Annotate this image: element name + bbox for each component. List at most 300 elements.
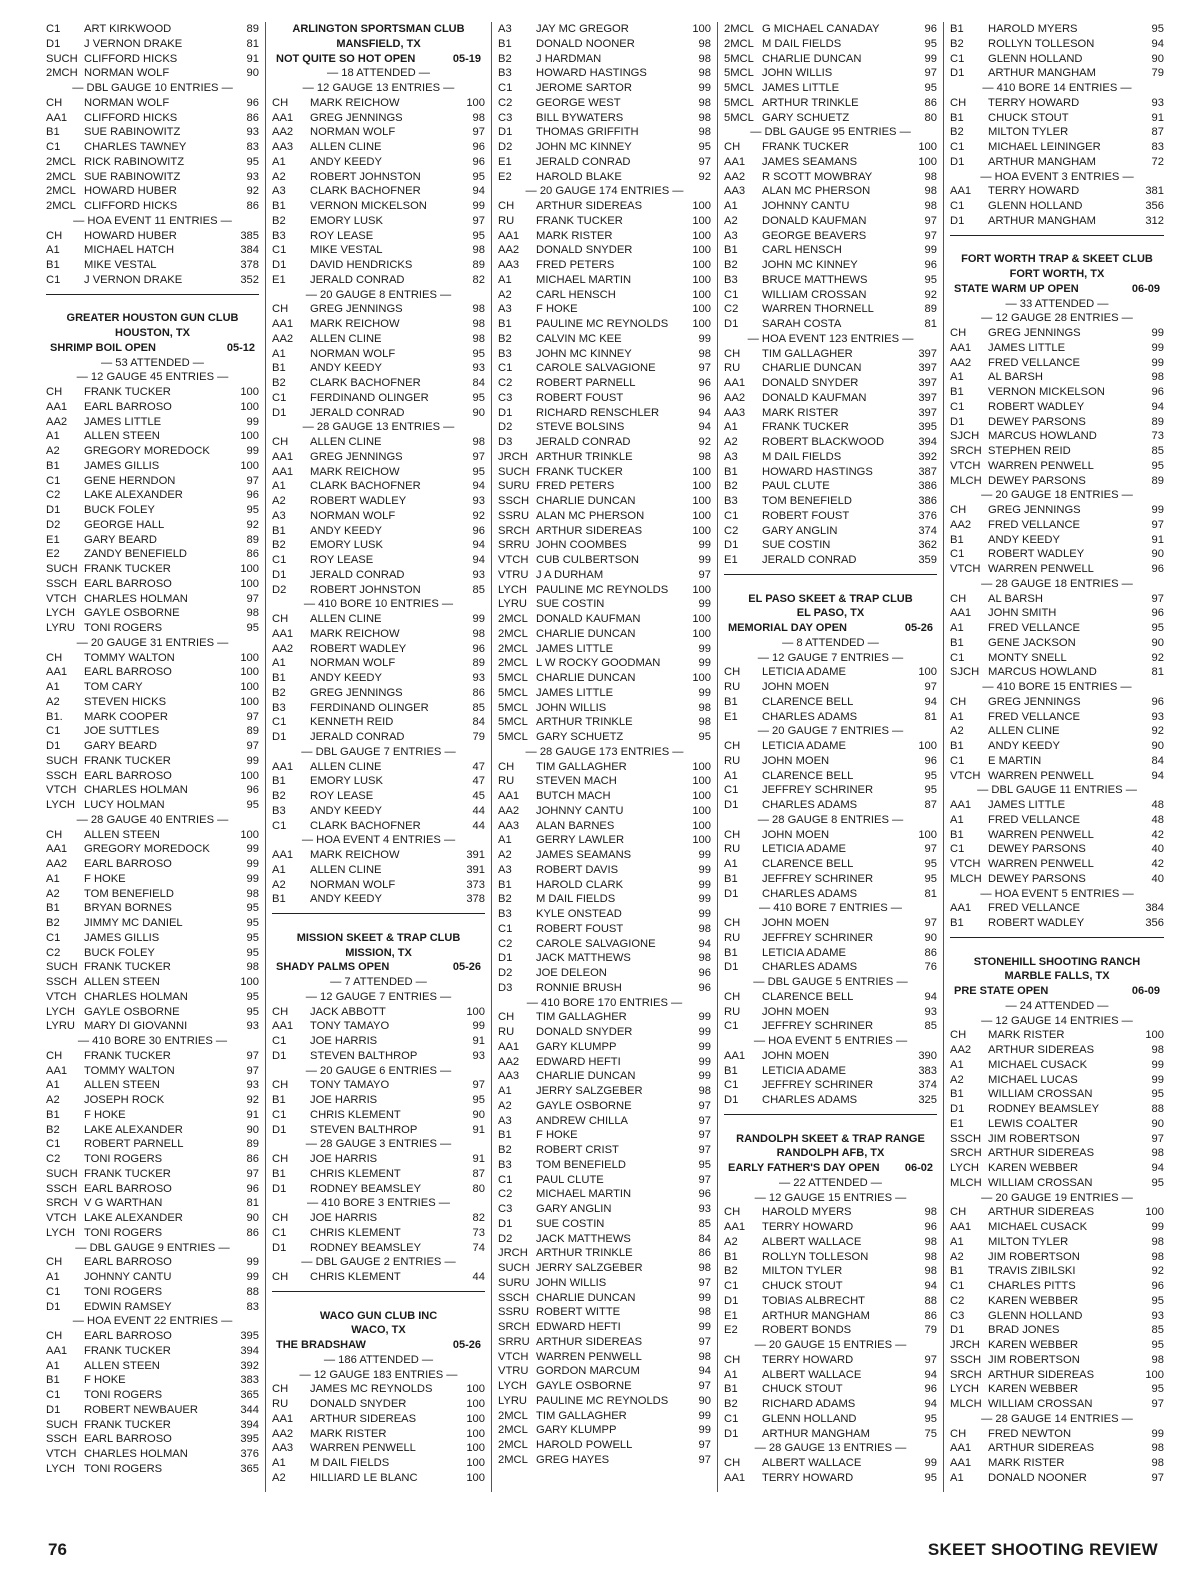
shooter-name: FRANK TUCKER	[536, 465, 623, 478]
class-code: 2MCL	[46, 155, 76, 168]
class-code: B2	[724, 1398, 738, 1410]
shooter-name: JOE SUTTLES	[84, 725, 160, 738]
class-code: CH	[724, 828, 741, 841]
class-code: A2	[950, 725, 964, 738]
score: 93	[472, 362, 485, 375]
result-row	[724, 916, 937, 931]
results-column	[266, 22, 492, 1492]
shooter-name: ALLEN STEEN	[84, 1079, 160, 1092]
class-code: A2	[498, 1099, 512, 1112]
class-code: SSCH	[46, 976, 78, 988]
shooter-name: LEWIS COALTER	[988, 1117, 1078, 1130]
result-row	[272, 538, 485, 553]
event-divider: — 20 GAUGE 19 ENTRIES —	[981, 1191, 1133, 1204]
score: 96	[698, 391, 711, 404]
score: 100	[240, 769, 259, 782]
result-row	[724, 1427, 937, 1442]
class-code: C1	[46, 1389, 61, 1401]
class-code: VTCH	[950, 858, 981, 870]
result-row	[272, 96, 485, 111]
class-code: RU	[498, 214, 515, 227]
class-code: SURU	[498, 480, 530, 493]
score: 40	[1151, 843, 1164, 856]
score: 95	[472, 465, 485, 478]
class-code: D1	[272, 1049, 287, 1062]
class-code: C1	[46, 141, 61, 153]
result-row	[272, 1427, 485, 1442]
score: 100	[692, 834, 711, 847]
class-code: C1	[498, 362, 513, 375]
result-row	[498, 332, 711, 347]
score: 90	[246, 1212, 259, 1224]
shooter-name: EDWARD HEFTI	[536, 1055, 621, 1068]
result-row	[724, 857, 937, 872]
shooter-name: NORMAN WOLF	[310, 878, 396, 891]
event-divider: — 20 GAUGE 6 ENTRIES —	[305, 1064, 452, 1077]
result-row	[724, 1264, 937, 1279]
score: 100	[918, 155, 937, 168]
shooter-name: AL BARSH	[988, 371, 1043, 384]
class-code: A3	[272, 185, 286, 198]
result-row	[46, 459, 259, 474]
class-code: AA1	[272, 111, 294, 124]
score: 395	[240, 1433, 259, 1446]
result-row	[498, 1350, 711, 1365]
score: 92	[472, 509, 485, 522]
score: 81	[924, 887, 937, 900]
score: 89	[472, 657, 485, 670]
result-row	[498, 937, 711, 952]
class-code: B2	[724, 1265, 738, 1278]
shooter-name: EARL BARROSO	[84, 1256, 172, 1269]
shooter-name: KAREN WEBBER	[988, 1339, 1079, 1351]
result-row	[498, 465, 711, 480]
score: 100	[692, 760, 711, 773]
score: 100	[692, 672, 711, 684]
shooter-name: JAMES GILLIS	[84, 931, 160, 944]
result-row	[272, 273, 485, 288]
shooter-name: FRED NEWTON	[988, 1427, 1072, 1440]
class-code: CH	[272, 96, 289, 109]
shooter-name: CLIFFORD HICKS	[84, 200, 178, 212]
shooter-name: RODNEY BEAMSLEY	[310, 1241, 422, 1254]
score: 91	[472, 1035, 485, 1047]
score: 93	[1151, 710, 1164, 723]
class-code: CH	[724, 740, 741, 752]
class-code: AA1	[46, 400, 68, 413]
class-code: 5MCL	[724, 96, 754, 109]
class-code: B1	[46, 1108, 60, 1121]
class-code: B2	[272, 214, 286, 227]
score: 95	[1151, 1339, 1164, 1351]
shooter-name: ANDY KEEDY	[310, 672, 382, 684]
class-code: SRCH	[950, 445, 982, 457]
shooter-name: EMORY LUSK	[310, 214, 383, 227]
result-row	[724, 538, 937, 553]
result-row	[950, 901, 1164, 916]
score: 99	[698, 1291, 711, 1304]
shooter-name: ALBERT WALLACE	[762, 1368, 862, 1381]
result-row	[724, 1078, 937, 1093]
club-heading: WACO GUN CLUB INC	[319, 1309, 438, 1322]
class-code: E1	[46, 533, 60, 546]
shooter-name: GLENN HOLLAND	[762, 1412, 857, 1425]
result-row	[46, 931, 259, 946]
shooter-name: JOHN SMITH	[988, 607, 1057, 620]
score: 95	[924, 858, 937, 870]
class-code: D1	[272, 731, 287, 743]
score: 100	[692, 804, 711, 817]
result-row	[272, 1034, 485, 1049]
section-rule	[950, 937, 1164, 938]
shooter-name: LETICIA ADAME	[762, 843, 846, 856]
result-row	[46, 503, 259, 518]
shooter-name: ARTHUR MANGHAM	[988, 155, 1096, 168]
class-code: E1	[950, 1117, 964, 1130]
shooter-name: WILLIAM CROSSAN	[988, 1176, 1093, 1189]
shooter-name: FRANK TUCKER	[84, 1344, 171, 1357]
class-code: CH	[272, 1271, 289, 1283]
class-code: D3	[498, 436, 513, 448]
event-divider: — 410 BORE 170 ENTRIES —	[526, 996, 683, 1009]
shooter-name: F HOKE	[536, 303, 578, 316]
shooter-name: TOMMY WALTON	[84, 1064, 175, 1077]
result-row	[272, 1471, 485, 1486]
score: 95	[1151, 1383, 1164, 1396]
shooter-name: MIKE VESTAL	[84, 259, 157, 271]
shooter-name: ALLEN STEEN	[84, 430, 160, 443]
class-code: 5MCL	[724, 52, 754, 65]
class-code: C2	[950, 1294, 965, 1307]
result-row	[498, 229, 711, 244]
score: 91	[246, 1108, 259, 1121]
class-code: C1	[498, 1173, 513, 1186]
section-gap	[724, 1117, 937, 1132]
shooter-name: CLARENCE BELL	[762, 695, 854, 708]
shooter-name: L W ROCKY GOODMAN	[536, 657, 661, 670]
result-row	[950, 1382, 1164, 1397]
shooter-name: TOBIAS ALBRECHT	[762, 1294, 865, 1307]
class-code: CH	[950, 695, 967, 708]
section-rule	[272, 913, 485, 914]
result-row	[498, 538, 711, 553]
event-divider: — 20 GAUGE 31 ENTRIES —	[76, 636, 229, 649]
result-row	[724, 1368, 937, 1383]
score: 97	[1151, 1471, 1164, 1484]
class-code: D1	[724, 799, 739, 811]
score: 99	[1151, 1427, 1164, 1440]
result-row	[272, 863, 485, 878]
shooter-name: WILLIAM CROSSAN	[762, 288, 867, 301]
shooter-name: HAROLD POWELL	[536, 1439, 633, 1451]
result-row	[498, 37, 711, 52]
score: 89	[246, 23, 259, 35]
class-code: B1	[724, 1250, 738, 1263]
shooter-name: STEVE BOLSINS	[536, 421, 625, 434]
result-row	[498, 1394, 711, 1409]
score: 97	[924, 229, 937, 242]
score: 98	[924, 1250, 937, 1263]
score: 96	[1151, 607, 1164, 620]
shooter-name: GREG HAYES	[536, 1453, 610, 1466]
shooter-name: F HOKE	[84, 1108, 126, 1121]
score: 97	[472, 214, 485, 227]
score: 92	[924, 288, 937, 301]
shooter-name: DONALD SNYDER	[536, 1026, 633, 1038]
shooter-name: JOHNNY CANTU	[536, 804, 624, 817]
class-code: CH	[272, 436, 289, 448]
result-row	[46, 680, 259, 695]
score: 99	[246, 754, 259, 767]
score: 98	[1151, 1442, 1164, 1455]
class-code: SRRU	[498, 539, 530, 552]
class-code: RU	[724, 754, 741, 767]
section-gap	[272, 916, 485, 931]
result-row	[950, 665, 1164, 680]
shooter-name: BUCK FOLEY	[84, 504, 155, 516]
result-row	[272, 199, 485, 214]
class-code: C1	[724, 1412, 739, 1425]
result-row	[272, 214, 485, 229]
class-code: D1	[498, 952, 513, 965]
class-code: SUCH	[46, 563, 78, 575]
shooter-name: TONI ROGERS	[84, 1285, 163, 1298]
score: 100	[240, 430, 259, 443]
result-row	[498, 243, 711, 258]
score: 99	[698, 849, 711, 861]
score: 100	[692, 613, 711, 625]
score: 99	[246, 1271, 259, 1283]
shooter-name: JAMES SEAMANS	[762, 155, 858, 168]
shooter-name: WARREN PENWELL	[988, 563, 1094, 575]
shooter-name: MARK RISTER	[988, 1029, 1065, 1042]
shooter-name: ROLLYN TOLLESON	[988, 37, 1095, 50]
score: 93	[1151, 1309, 1164, 1322]
score: 100	[692, 790, 711, 802]
class-code: D1	[46, 1403, 61, 1416]
shooter-name: MARK REICHOW	[310, 465, 400, 478]
shooter-name: ALLEN CLINE	[310, 760, 382, 773]
score: 90	[1151, 52, 1164, 65]
shooter-name: HOWARD HASTINGS	[762, 465, 873, 478]
class-code: SSCH	[498, 1291, 530, 1304]
score: 97	[698, 568, 711, 581]
shooter-name: ALLEN CLINE	[310, 863, 382, 876]
result-row	[950, 214, 1164, 229]
shooter-name: ARTHUR SIDEREAS	[536, 1335, 643, 1348]
score: 83	[246, 141, 259, 153]
class-code: D1	[272, 259, 287, 271]
result-row	[46, 52, 259, 67]
result-row	[498, 597, 711, 612]
result-row	[272, 435, 485, 450]
result-row	[498, 317, 711, 332]
shooter-name: CHARLIE DUNCAN	[536, 1070, 636, 1083]
class-code: AA1	[950, 1221, 972, 1233]
result-row	[724, 1220, 937, 1235]
shooter-name: WARREN PENWELL	[310, 1442, 416, 1455]
score: 93	[472, 1049, 485, 1062]
class-code: MLCH	[950, 474, 982, 487]
shooter-name: KYLE ONSTEAD	[536, 908, 622, 920]
section-rule	[950, 235, 1164, 236]
result-row	[46, 1373, 259, 1388]
shooter-name: EDWIN RAMSEY	[84, 1300, 172, 1313]
score: 99	[698, 1409, 711, 1422]
shooter-name: ANDY KEEDY	[310, 155, 382, 168]
shooter-name: JOE HARRIS	[310, 1094, 378, 1106]
result-row	[950, 1205, 1164, 1220]
score: 100	[466, 1471, 485, 1484]
score: 98	[698, 347, 711, 360]
score: 99	[698, 1321, 711, 1333]
score: 100	[692, 214, 711, 227]
class-code: D1	[46, 740, 61, 752]
shooter-name: GLENN HOLLAND	[988, 52, 1083, 65]
event-date: 06-02	[904, 1162, 933, 1174]
score: 96	[924, 23, 937, 35]
result-row	[46, 229, 259, 244]
class-code: B2	[498, 332, 512, 345]
result-row	[46, 842, 259, 857]
score: 94	[472, 185, 485, 198]
class-code: AA2	[950, 356, 972, 369]
shooter-name: WARREN THORNELL	[762, 303, 874, 316]
section-gap	[46, 297, 259, 312]
result-row	[272, 361, 485, 376]
class-code: AA2	[46, 415, 68, 428]
class-code: D1	[724, 318, 739, 330]
result-row	[498, 1217, 711, 1232]
result-row	[498, 81, 711, 96]
result-row	[950, 1323, 1164, 1338]
score: 376	[918, 509, 937, 522]
result-row	[724, 81, 937, 96]
class-code: C1	[950, 200, 965, 212]
class-code: VTCH	[498, 1350, 529, 1363]
result-row	[724, 524, 937, 539]
class-code: CH	[46, 1330, 63, 1342]
class-code: LYCH	[498, 1380, 528, 1392]
shooter-name: CHARLIE DUNCAN	[536, 495, 636, 507]
result-row	[272, 892, 485, 907]
result-row	[724, 1235, 937, 1250]
shooter-name: STEVEN BALTHROP	[310, 1123, 418, 1136]
result-row	[724, 1323, 937, 1338]
result-row	[46, 739, 259, 754]
shooter-name: GARY ANGLIN	[536, 1203, 612, 1215]
result-row	[46, 1432, 259, 1447]
class-code: JRCH	[950, 1339, 980, 1351]
class-code: A2	[724, 1235, 738, 1248]
result-row	[498, 1173, 711, 1188]
event-title	[46, 341, 259, 356]
score: 86	[698, 1247, 711, 1260]
score: 97	[246, 474, 259, 487]
shooter-name: GEORGE BEAVERS	[762, 229, 867, 242]
class-code: D1	[272, 406, 287, 419]
class-code: B2	[498, 893, 512, 906]
class-code: LYRU	[46, 1020, 76, 1033]
class-code: SRCH	[46, 1197, 78, 1210]
class-code: A3	[724, 229, 738, 242]
shooter-name: CALVIN MC KEE	[536, 332, 622, 345]
class-code: A3	[724, 450, 738, 463]
score: 100	[240, 695, 259, 708]
result-row	[950, 1441, 1164, 1456]
class-code: D1	[950, 155, 965, 168]
shooter-name: JAMES LITTLE	[536, 686, 614, 699]
score: 95	[246, 990, 259, 1003]
result-row	[950, 1087, 1164, 1102]
class-code: CH	[950, 504, 967, 516]
score: 86	[246, 200, 259, 212]
result-row	[950, 184, 1164, 199]
shooter-name: HILLIARD LE BLANC	[310, 1471, 418, 1484]
score: 98	[1151, 1044, 1164, 1056]
score: 82	[472, 273, 485, 286]
shooter-name: TONI ROGERS	[84, 1462, 163, 1475]
result-row	[950, 724, 1164, 739]
shooter-name: ALLEN STEEN	[84, 1359, 160, 1372]
shooter-name: CHARLES HOLMAN	[84, 784, 188, 797]
result-row	[724, 553, 937, 568]
score: 96	[924, 754, 937, 767]
shooter-name: TONY TAMAYO	[310, 1079, 390, 1092]
score: 100	[240, 459, 259, 472]
shooter-name: CHARLES ADAMS	[762, 799, 858, 811]
class-code: CH	[724, 666, 741, 679]
score: 95	[698, 731, 711, 743]
event-date: 05-19	[452, 52, 481, 65]
result-row	[272, 878, 485, 893]
class-code: CH	[46, 828, 63, 841]
result-row	[272, 848, 485, 863]
shooter-name: M DAIL FIELDS	[310, 1457, 390, 1469]
result-row	[498, 1114, 711, 1129]
score: 344	[240, 1403, 259, 1416]
score: 98	[698, 922, 711, 935]
class-code: C1	[272, 1035, 287, 1047]
shooter-name: BILL BYWATERS	[536, 111, 624, 124]
class-code: D1	[724, 1294, 739, 1307]
shooter-name: ROBERT FOUST	[536, 391, 624, 404]
shooter-name: SUE RABINOWITZ	[84, 126, 181, 139]
class-code: A2	[498, 288, 512, 301]
result-row	[498, 1364, 711, 1379]
class-code: 5MCL	[498, 716, 528, 729]
shooter-name: WARREN PENWELL	[988, 828, 1094, 841]
shooter-name: TONI ROGERS	[84, 1226, 163, 1239]
shooter-name: CLARENCE BELL	[762, 990, 854, 1003]
score: 100	[240, 577, 259, 590]
shooter-name: ALAN MC PHERSON	[536, 509, 645, 522]
shooter-name: GAYLE OSBORNE	[84, 607, 180, 620]
score: 98	[698, 701, 711, 714]
class-code: A1	[272, 1457, 286, 1469]
result-row	[46, 1300, 259, 1315]
event-divider: — 12 GAUGE 28 ENTRIES —	[981, 312, 1133, 325]
class-code: A1	[950, 1058, 964, 1071]
shooter-name: TIM GALLAGHER	[536, 760, 627, 773]
result-row	[272, 155, 485, 170]
shooter-name: TERRY HOWARD	[988, 185, 1080, 198]
score: 86	[472, 686, 485, 699]
event-divider: — 28 GAUGE 3 ENTRIES —	[305, 1138, 452, 1151]
event-divider: — HOA EVENT 3 ENTRIES —	[980, 170, 1134, 183]
class-code: AA1	[950, 1442, 972, 1455]
score: 99	[1151, 1073, 1164, 1086]
